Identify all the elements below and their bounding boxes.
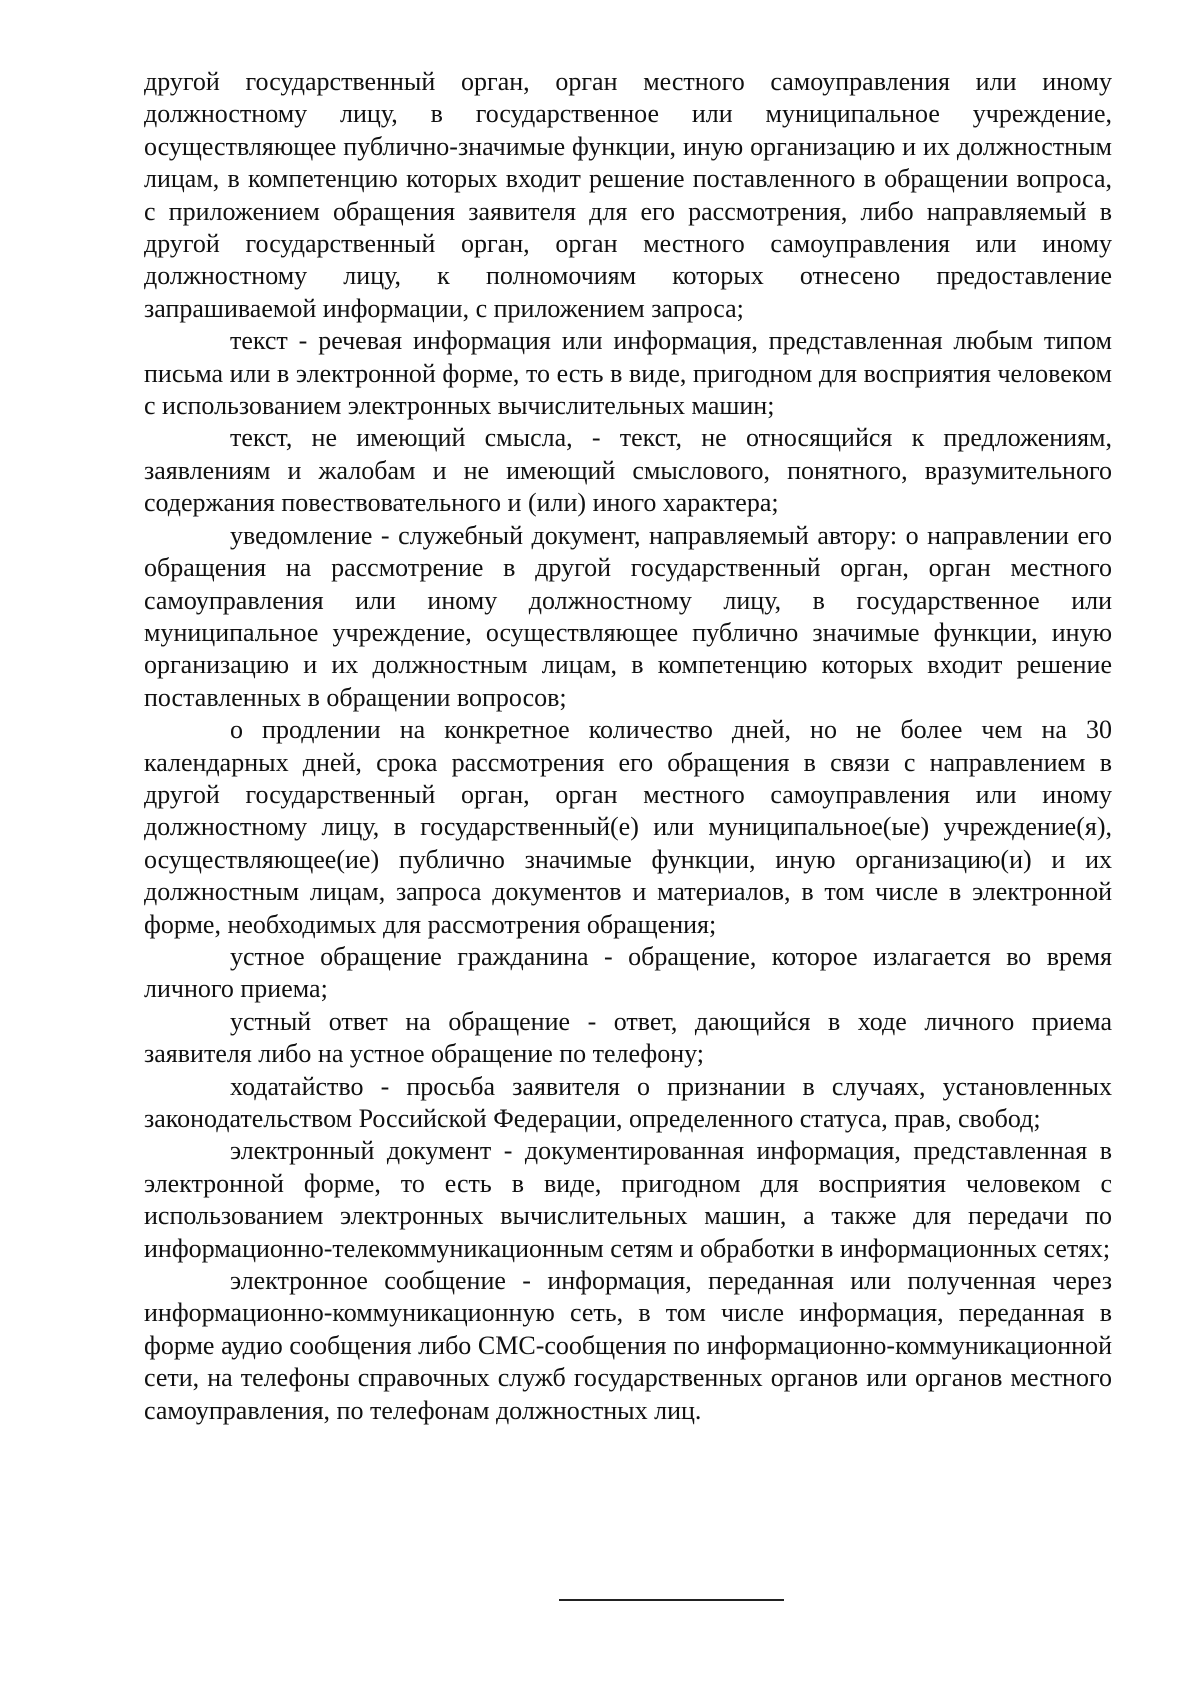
- end-of-document-rule: [559, 1599, 784, 1601]
- paragraph-continuation: другой государственный орган, орган местного самоуправления или иному должностному лицу, в государственное или муниципальное учреждение, осуществляющее публично-значимые функции, иную организацию и их должностным лицам, в компетенцию которых входит решение поставленного в обращении вопроса, с приложением обращения заявителя для его рассмотрения, либо направляемый в другой государственный орган, орган местного самоуправления или иному должностному лицу, к полномочиям которых отнесено предоставление запрашиваемой информации, с приложением запроса;: [144, 67, 1112, 323]
- paragraph-definition-oral-answer: устный ответ на обращение - ответ, дающийся в ходе личного приема заявителя либо на устное обращение по телефону;: [144, 1006, 1112, 1069]
- paragraph-definition-electronic-message: электронное сообщение - информация, переданная или полученная через информационно-коммуникационную сеть, в том числе информация, переданная в форме аудио сообщения либо СМС-сообщения по информационно-коммуникационной сети, на телефоны справочных служб государственных органов или органов местного самоуправления, по телефонам должностных лиц.: [144, 1266, 1112, 1425]
- paragraph-definition-petition: ходатайство - просьба заявителя о признании в случаях, установленных законодательством Российской Федерации, определенного статуса, прав, свобод;: [144, 1071, 1112, 1133]
- paragraph-definition-meaningless-text: текст, не имеющий смысла, - текст, не относящийся к предложениям, заявлениям и жалобам и не имеющий смыслового, понятного, вразумительного содержания повествовательного и (или) иного характера;: [144, 423, 1112, 518]
- paragraph-definition-notification: уведомление - служебный документ, направляемый автору: о направлении его обращения на рассмотрение в другой государственный орган, орган местного самоуправления или иному должностному лицу, в государственное или муниципальное учреждение, осуществляющее публично значимые функции, иную организацию и их должностным лицам, в компетенцию которых входит решение поставленных в обращении вопросов;: [144, 520, 1112, 712]
- paragraph-definition-oral-appeal: устное обращение гражданина - обращение, которое излагается во время личного приема;: [144, 941, 1112, 1004]
- paragraph-definition-electronic-document: электронный документ - документированная информация, представленная в электронной форме, то есть в виде, пригодном для восприятия человеком с использованием электронных вычислительных машин, а также для передачи по информационно-телекоммуникационным сетям и обработки в информационных сетях;: [144, 1136, 1112, 1263]
- paragraph-definition-text: текст - речевая информация или информация, представленная любым типом письма или в электронной форме, то есть в виде, пригодном для восприятия человеком с использованием электронных вычислительных машин;: [144, 326, 1112, 421]
- document-body: [144, 66, 1112, 1427]
- paragraph-notification-extension: о продлении на конкретное количество дней, но не более чем на 30 календарных дней, срока рассмотрения его обращения в связи с направлением в другой государственный орган, орган местного самоуправления или иному должностному лицу, в государственный(е) или муниципальное(ые) учреждение(я), осуществляющее(ие) публично значимые функции, иную организацию(и) и их должностным лицам, запроса документов и материалов, в том числе в электронной форме, необходимых для рассмотрения обращения;: [144, 715, 1112, 939]
